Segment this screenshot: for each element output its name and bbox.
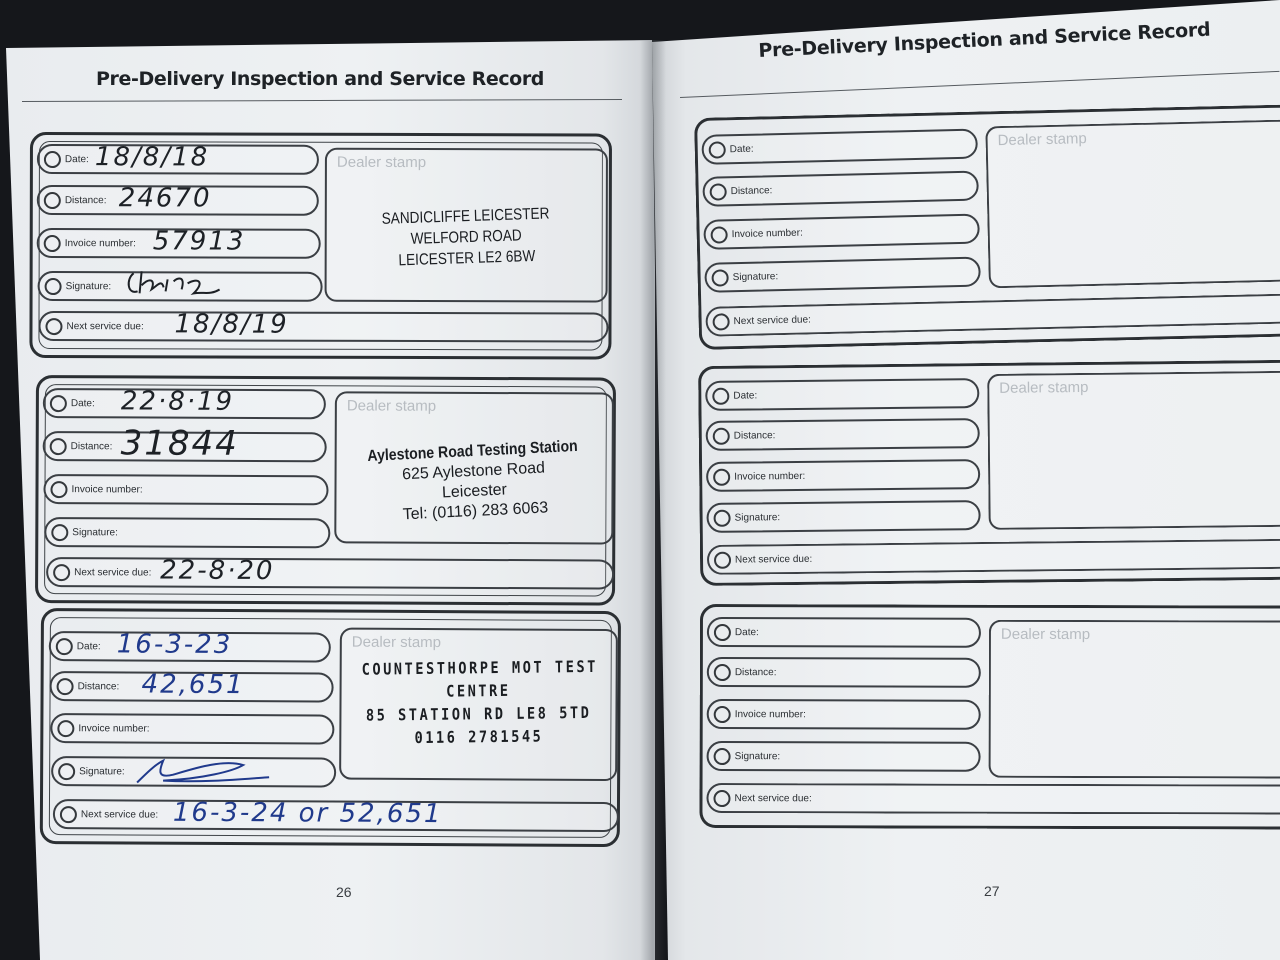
distance-label: Distance: bbox=[64, 195, 107, 207]
service-record-4 bbox=[694, 104, 1280, 350]
next-service-value: 16-3-24 or 52,651 bbox=[172, 797, 443, 830]
signature-label: Signature: bbox=[72, 527, 118, 539]
service-record-3 bbox=[40, 608, 621, 847]
next-service-field[interactable] bbox=[707, 539, 1280, 575]
signature-field[interactable] bbox=[706, 500, 980, 533]
checkbox-circle-icon[interactable] bbox=[58, 763, 75, 780]
checkbox-circle-icon[interactable] bbox=[713, 428, 730, 445]
page-number-right: 27 bbox=[984, 883, 1000, 899]
checkbox-circle-icon[interactable] bbox=[709, 141, 726, 158]
dealer-stamp-label: Dealer stamp bbox=[346, 397, 437, 415]
next-service-label: Next service due: bbox=[74, 567, 152, 579]
invoice-field[interactable] bbox=[43, 474, 328, 505]
distance-value: 31844 bbox=[120, 423, 239, 464]
checkbox-circle-icon[interactable] bbox=[710, 226, 727, 243]
date-label: Date: bbox=[64, 154, 89, 166]
next-service-value: 22-8·20 bbox=[160, 555, 275, 587]
page-number-left: 26 bbox=[336, 884, 352, 900]
handwritten-signature bbox=[124, 265, 224, 301]
checkbox-circle-icon[interactable] bbox=[714, 748, 731, 765]
distance-label: Distance: bbox=[733, 430, 776, 442]
next-service-label: Next service due: bbox=[733, 314, 812, 328]
service-record-6 bbox=[699, 604, 1280, 830]
checkbox-circle-icon[interactable] bbox=[51, 524, 68, 541]
dealer-stamp-box bbox=[985, 119, 1280, 288]
dealer-stamp-box bbox=[989, 620, 1280, 779]
signature-label: Signature: bbox=[734, 751, 781, 763]
next-service-label: Next service due: bbox=[66, 321, 144, 333]
checkbox-circle-icon[interactable] bbox=[45, 318, 62, 335]
signature-field[interactable] bbox=[38, 271, 323, 302]
stamp-line: 625 Aylestone Road bbox=[401, 459, 546, 484]
distance-field[interactable] bbox=[706, 418, 980, 451]
date-value: 22·8·19 bbox=[120, 386, 235, 417]
distance-field[interactable] bbox=[37, 185, 319, 216]
stamp-line: Aylestone Road Testing Station bbox=[367, 437, 579, 465]
stamp-line: LEICESTER LE2 6BW bbox=[398, 247, 536, 270]
dealer-stamp-label: Dealer stamp bbox=[999, 378, 1089, 397]
date-field[interactable] bbox=[701, 129, 978, 165]
checkbox-circle-icon[interactable] bbox=[50, 395, 67, 412]
signature-label: Signature: bbox=[732, 271, 779, 284]
dealer-stamp-label: Dealer stamp bbox=[1000, 625, 1091, 644]
signature-field[interactable] bbox=[707, 741, 981, 772]
checkbox-circle-icon[interactable] bbox=[56, 638, 73, 655]
left-page-title: Pre-Delivery Inspection and Service Record bbox=[96, 68, 545, 90]
stamp-line: Leicester bbox=[441, 481, 508, 502]
date-value: 18/8/18 bbox=[94, 142, 210, 173]
dealer-stamp bbox=[347, 202, 586, 273]
signature-field[interactable] bbox=[704, 257, 981, 293]
distance-value: 42,651 bbox=[141, 669, 245, 701]
next-service-label: Next service due: bbox=[734, 793, 812, 805]
checkbox-circle-icon[interactable] bbox=[57, 720, 74, 737]
checkbox-circle-icon[interactable] bbox=[50, 481, 67, 498]
invoice-field[interactable] bbox=[707, 699, 981, 730]
dealer-stamp-label: Dealer stamp bbox=[997, 130, 1087, 150]
dealer-stamp-box bbox=[987, 371, 1280, 530]
dealer-stamp-box bbox=[325, 148, 608, 303]
checkbox-circle-icon[interactable] bbox=[50, 438, 67, 455]
date-label: Date: bbox=[729, 143, 754, 156]
invoice-field[interactable] bbox=[50, 713, 334, 744]
checkbox-circle-icon[interactable] bbox=[713, 469, 730, 486]
invoice-field[interactable] bbox=[706, 459, 980, 492]
stamp-line: 85 STATION RD LE8 5TD bbox=[365, 702, 592, 725]
checkbox-circle-icon[interactable] bbox=[714, 624, 731, 641]
stamp-line: 0116 2781545 bbox=[414, 726, 544, 748]
signature-label: Signature: bbox=[79, 766, 125, 778]
distance-label: Distance: bbox=[77, 681, 120, 693]
dealer-stamp-box bbox=[334, 391, 614, 544]
distance-label: Distance: bbox=[70, 441, 113, 453]
distance-label: Distance: bbox=[730, 185, 773, 198]
distance-field[interactable] bbox=[50, 671, 334, 702]
invoice-value: 57913 bbox=[152, 226, 246, 257]
checkbox-circle-icon[interactable] bbox=[711, 269, 728, 286]
checkbox-circle-icon[interactable] bbox=[712, 313, 729, 330]
service-record-5 bbox=[698, 360, 1280, 586]
date-label: Date: bbox=[70, 398, 95, 410]
invoice-label: Invoice number: bbox=[734, 470, 806, 483]
dealer-stamp-box bbox=[339, 628, 618, 781]
next-service-value: 18/8/19 bbox=[174, 309, 289, 340]
checkbox-circle-icon[interactable] bbox=[44, 151, 61, 168]
distance-field[interactable] bbox=[702, 171, 979, 207]
invoice-label: Invoice number: bbox=[78, 723, 150, 735]
invoice-field[interactable] bbox=[37, 228, 321, 259]
checkbox-circle-icon[interactable] bbox=[44, 235, 61, 252]
invoice-field[interactable] bbox=[703, 214, 980, 250]
dealer-stamp bbox=[362, 655, 596, 750]
dealer-stamp-label: Dealer stamp bbox=[351, 633, 442, 652]
next-service-field[interactable] bbox=[706, 783, 1280, 815]
distance-field[interactable] bbox=[707, 657, 981, 688]
dealer-stamp bbox=[335, 435, 614, 528]
date-label: Date: bbox=[733, 390, 758, 402]
date-label: Date: bbox=[734, 627, 759, 639]
checkbox-circle-icon[interactable] bbox=[714, 510, 731, 527]
stamp-line: SANDICLIFFE LEICESTER bbox=[381, 205, 550, 228]
stamp-line: COUNTESTHORPE MOT TEST bbox=[361, 656, 598, 679]
invoice-label: Invoice number: bbox=[71, 484, 143, 496]
next-service-label: Next service due: bbox=[80, 809, 159, 821]
date-field[interactable] bbox=[49, 631, 331, 662]
book-spine bbox=[640, 40, 666, 960]
service-record-2 bbox=[35, 375, 616, 606]
date-field[interactable] bbox=[707, 617, 981, 648]
checkbox-circle-icon[interactable] bbox=[44, 192, 61, 209]
signature-label: Signature: bbox=[734, 512, 781, 524]
next-service-field[interactable] bbox=[53, 799, 619, 832]
dealer-stamp-label: Dealer stamp bbox=[336, 153, 427, 172]
date-field[interactable] bbox=[37, 144, 319, 175]
next-service-label: Next service due: bbox=[734, 553, 813, 566]
checkbox-circle-icon[interactable] bbox=[60, 806, 77, 823]
next-service-field[interactable] bbox=[46, 557, 614, 589]
checkbox-circle-icon[interactable] bbox=[53, 564, 70, 581]
service-record-1 bbox=[29, 132, 612, 360]
checkbox-circle-icon[interactable] bbox=[45, 278, 62, 295]
checkbox-circle-icon[interactable] bbox=[712, 388, 729, 405]
right-page-title: Pre-Delivery Inspection and Service Record bbox=[758, 18, 1211, 62]
distance-label: Distance: bbox=[734, 667, 777, 679]
signature-field[interactable] bbox=[44, 517, 330, 548]
distance-value: 24670 bbox=[118, 183, 212, 214]
signature-field[interactable] bbox=[51, 756, 336, 787]
checkbox-circle-icon[interactable] bbox=[709, 183, 726, 200]
checkbox-circle-icon[interactable] bbox=[714, 664, 731, 681]
handwritten-signature bbox=[133, 752, 273, 789]
signature-label: Signature: bbox=[65, 281, 112, 293]
stamp-line: CENTRE bbox=[446, 680, 511, 701]
checkbox-circle-icon[interactable] bbox=[57, 678, 74, 695]
stamp-line: WELFORD ROAD bbox=[410, 227, 522, 248]
date-value: 16-3-23 bbox=[116, 629, 233, 661]
date-label: Date: bbox=[76, 641, 101, 653]
invoice-label: Invoice number: bbox=[64, 238, 136, 250]
date-field[interactable] bbox=[705, 378, 979, 411]
next-service-field[interactable] bbox=[705, 293, 1280, 337]
distance-field[interactable] bbox=[43, 423, 327, 464]
next-service-field[interactable] bbox=[38, 311, 608, 342]
invoice-label: Invoice number: bbox=[734, 709, 806, 721]
checkbox-circle-icon[interactable] bbox=[714, 706, 731, 723]
stamp-line: Tel: (0116) 283 6063 bbox=[402, 499, 549, 524]
date-field[interactable] bbox=[43, 388, 326, 419]
invoice-label: Invoice number: bbox=[731, 227, 803, 241]
checkbox-circle-icon[interactable] bbox=[714, 552, 731, 569]
checkbox-circle-icon[interactable] bbox=[713, 790, 730, 807]
